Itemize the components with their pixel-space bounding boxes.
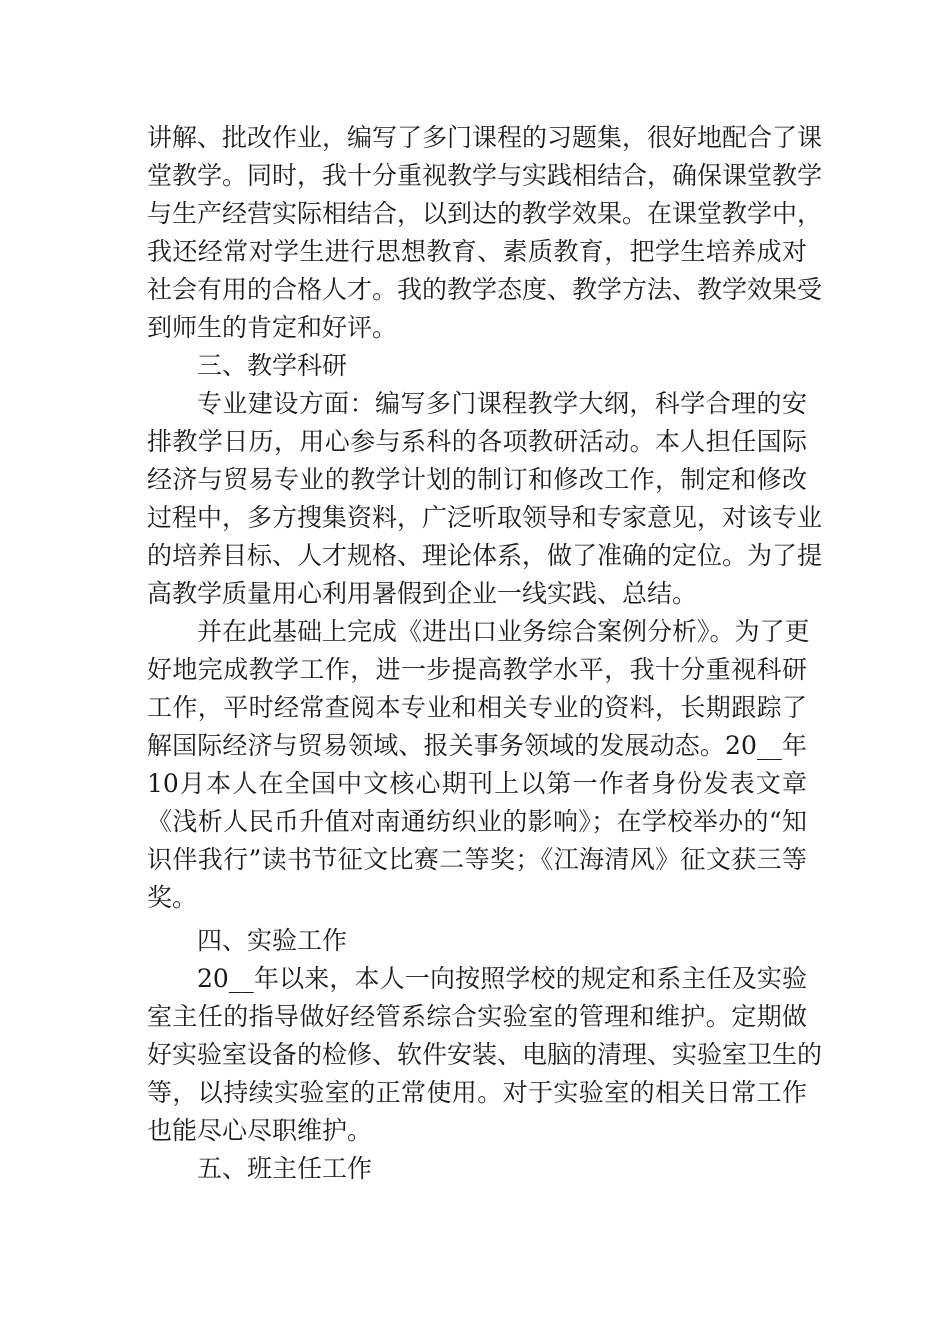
text-line: 经济与贸易专业的教学计划的制订和修改工作，制定和修改: [147, 465, 807, 494]
section-heading: 四、实验工作: [197, 926, 348, 955]
section-heading: 三、教学科研: [197, 351, 348, 380]
text-line: 讲解、批改作业，编写了多门课程的习题集，很好地配合了课: [147, 123, 823, 152]
text-line: 过程中，多方搜集资料，广泛听取领导和专家意见，对该专业: [147, 503, 823, 532]
text-line: 到师生的肯定和好评。: [147, 313, 398, 342]
text-line: 《浅析人民币升值对南通纺织业的影响》；在学校举办的“知: [147, 807, 807, 836]
text-line: 10月本人在全国中文核心期刊上以第一作者身份发表文章: [147, 769, 807, 798]
text-line: 奖。: [147, 883, 198, 912]
text-line: 高教学质量用心利用暑假到企业一线实践、总结。: [147, 579, 698, 608]
text-line: 我还经常对学生进行思想教育、素质教育，把学生培养成对: [147, 237, 807, 266]
text-line: 解国际经济与贸易领域、报关事务领域的发展动态。20__年: [147, 731, 807, 760]
text-line: 堂教学。同时，我十分重视教学与实践相结合，确保课堂教学: [147, 161, 823, 190]
section-heading: 五、班主任工作: [197, 1154, 373, 1183]
text-line: 也能尽心尽职维护。: [147, 1116, 373, 1145]
text-line: 并在此基础上完成《进出口业务综合案例分析》。为了更: [197, 617, 810, 646]
text-line: 等，以持续实验室的正常使用。对于实验室的相关日常工作: [147, 1078, 807, 1107]
text-line: 工作，平时经常查阅本专业和相关专业的资料，长期跟踪了: [147, 693, 807, 722]
text-line: 社会有用的合格人才。我的教学态度、教学方法、教学效果受: [147, 275, 823, 304]
text-line: 的培养目标、人才规格、理论体系，做了准确的定位。为了提: [147, 541, 823, 570]
text-line: 与生产经营实际相结合，以到达的教学效果。在课堂教学中，: [147, 199, 823, 228]
text-line: 排教学日历，用心参与系科的各项教研活动。本人担任国际: [147, 427, 807, 456]
text-line: 室主任的指导做好经管系综合实验室的管理和维护。定期做: [147, 1002, 807, 1031]
text-line: 好实验室设备的检修、软件安装、电脑的清理、实验室卫生的: [147, 1040, 823, 1069]
text-line: 好地完成教学工作，进一步提高教学水平，我十分重视科研: [147, 655, 807, 684]
text-line: 20__年以来，本人一向按照学校的规定和系主任及实验: [197, 964, 807, 993]
text-line: 识伴我行”读书节征文比赛二等奖；《江海清风》征文获三等: [147, 845, 807, 874]
text-line: 专业建设方面：编写多门课程教学大纲，科学合理的安: [197, 389, 807, 418]
